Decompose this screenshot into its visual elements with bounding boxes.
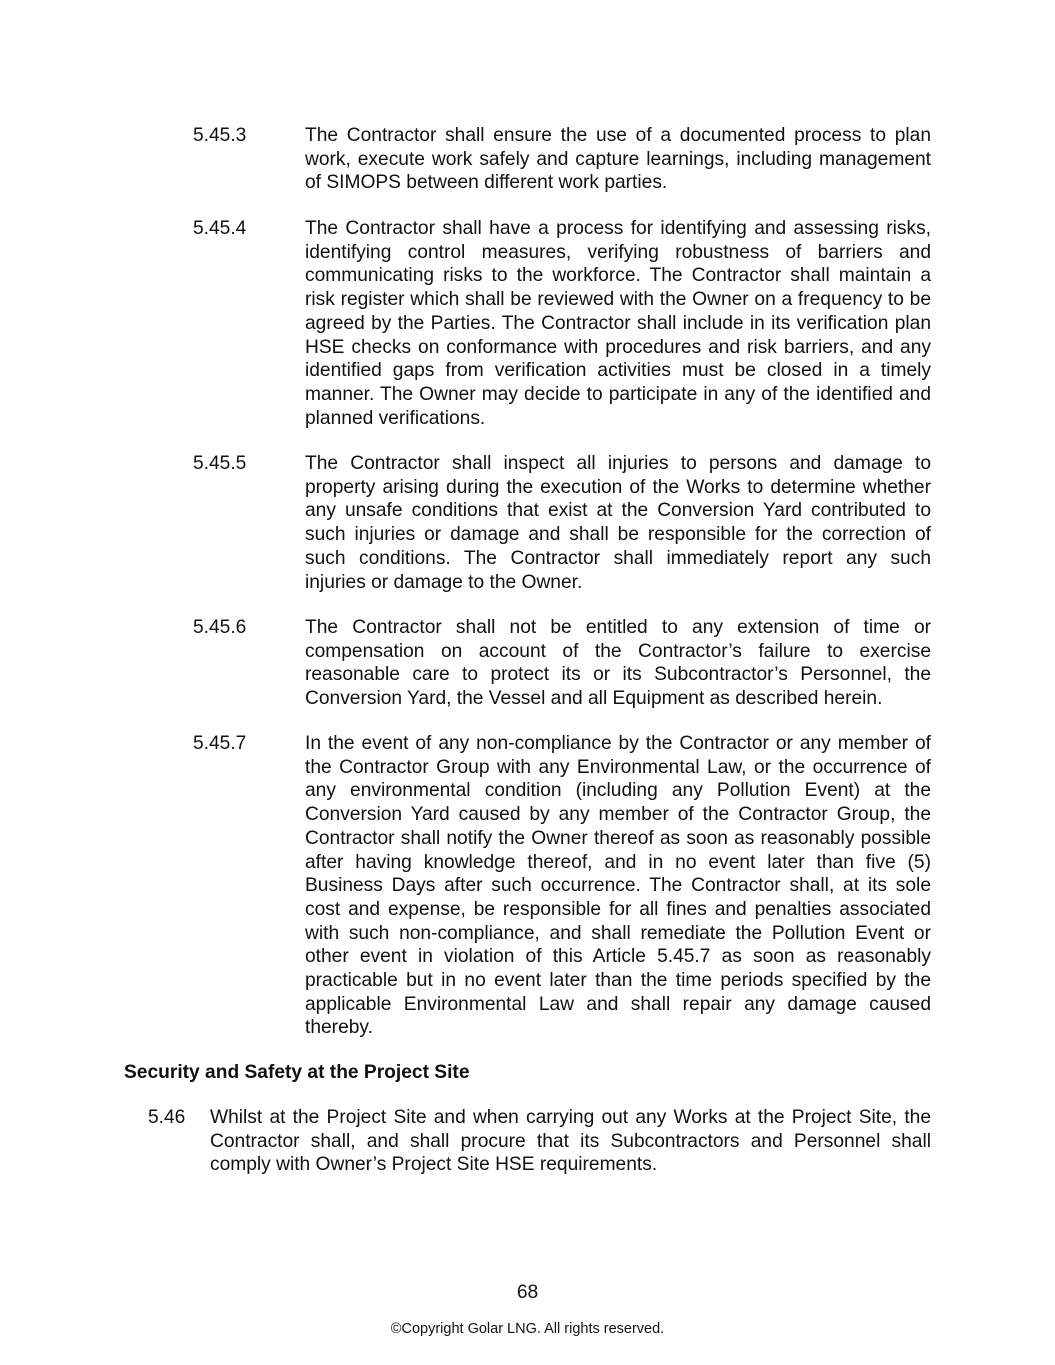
clause-number: 5.45.4 [193, 218, 247, 239]
clause-number: 5.45.5 [193, 453, 247, 474]
clause-number: 5.45.7 [193, 733, 247, 754]
clause-text: Whilst at the Project Site and when carrying out any Works at the Project Site, the Contractor shall, and shall procure that its Subcontractors and Personnel shall comply with Owner’s Project Site HSE requirements. [210, 1107, 931, 1176]
clause-number: 5.45.6 [193, 617, 247, 638]
clause-number: 5.45.3 [193, 125, 247, 146]
clause-text: The Contractor shall ensure the use of a documented process to plan work, execute work safely and capture learnings, including management of SIMOPS between different work parties. [305, 125, 931, 194]
clause-text: The Contractor shall have a process for identifying and assessing risks, identifying control measures, verifying robustness of barriers and communicating risks to the workforce. The Contractor shall maintain a risk register which shall be reviewed with the Owner on a frequency to be agreed by the Parties. The Contractor shall include in its verification plan HSE checks on conformance with procedures and risk barriers, and any identified gaps from verification activities must be closed in a timely manner. The Owner may decide to participate in any of the identified and planned verifications. [305, 218, 931, 429]
copyright-notice: ©Copyright Golar LNG. All rights reserved. [390, 1321, 665, 1337]
clause-number: 5.46 [148, 1107, 186, 1128]
section-heading: Security and Safety at the Project Site [124, 1062, 470, 1083]
clause-text: In the event of any non-compliance by the Contractor or any member of the Contractor Group with any Environmental Law, or the occurrence of any environmental condition (including any Pollution Event) at the Conversion Yard caused by any member of the Contractor Group, the Contractor shall notify the Owner thereof as soon as reasonably possible after having knowledge thereof, and in no event later than five (5) Business Days after such occurrence. The Contractor shall, at its sole cost and expense, be responsible for all fines and penalties associated with such non-compliance, and shall remediate the Pollution Event or other event in violation of this Article 5.45.7 as soon as reasonably practicable but in no event later than the time periods specified by the applicable Environmental Law and shall repair any damage caused thereby. [305, 733, 931, 1039]
clause-text: The Contractor shall not be entitled to any extension of time or compensation on account of the Contractor’s failure to exercise reasonable care to protect its or its Subcontractor’s Personnel, the Conversion Yard, the Vessel and all Equipment as described herein. [305, 617, 931, 710]
clause-text: The Contractor shall inspect all injuries to persons and damage to property arising during the execution of the Works to determine whether any unsafe conditions that exist at the Conversion Yard contributed to such injuries or damage and shall be responsible for the correction of such conditions. The Contractor shall immediately report any such injuries or damage to the Owner. [305, 453, 931, 593]
page-number: 68 [516, 1282, 539, 1303]
